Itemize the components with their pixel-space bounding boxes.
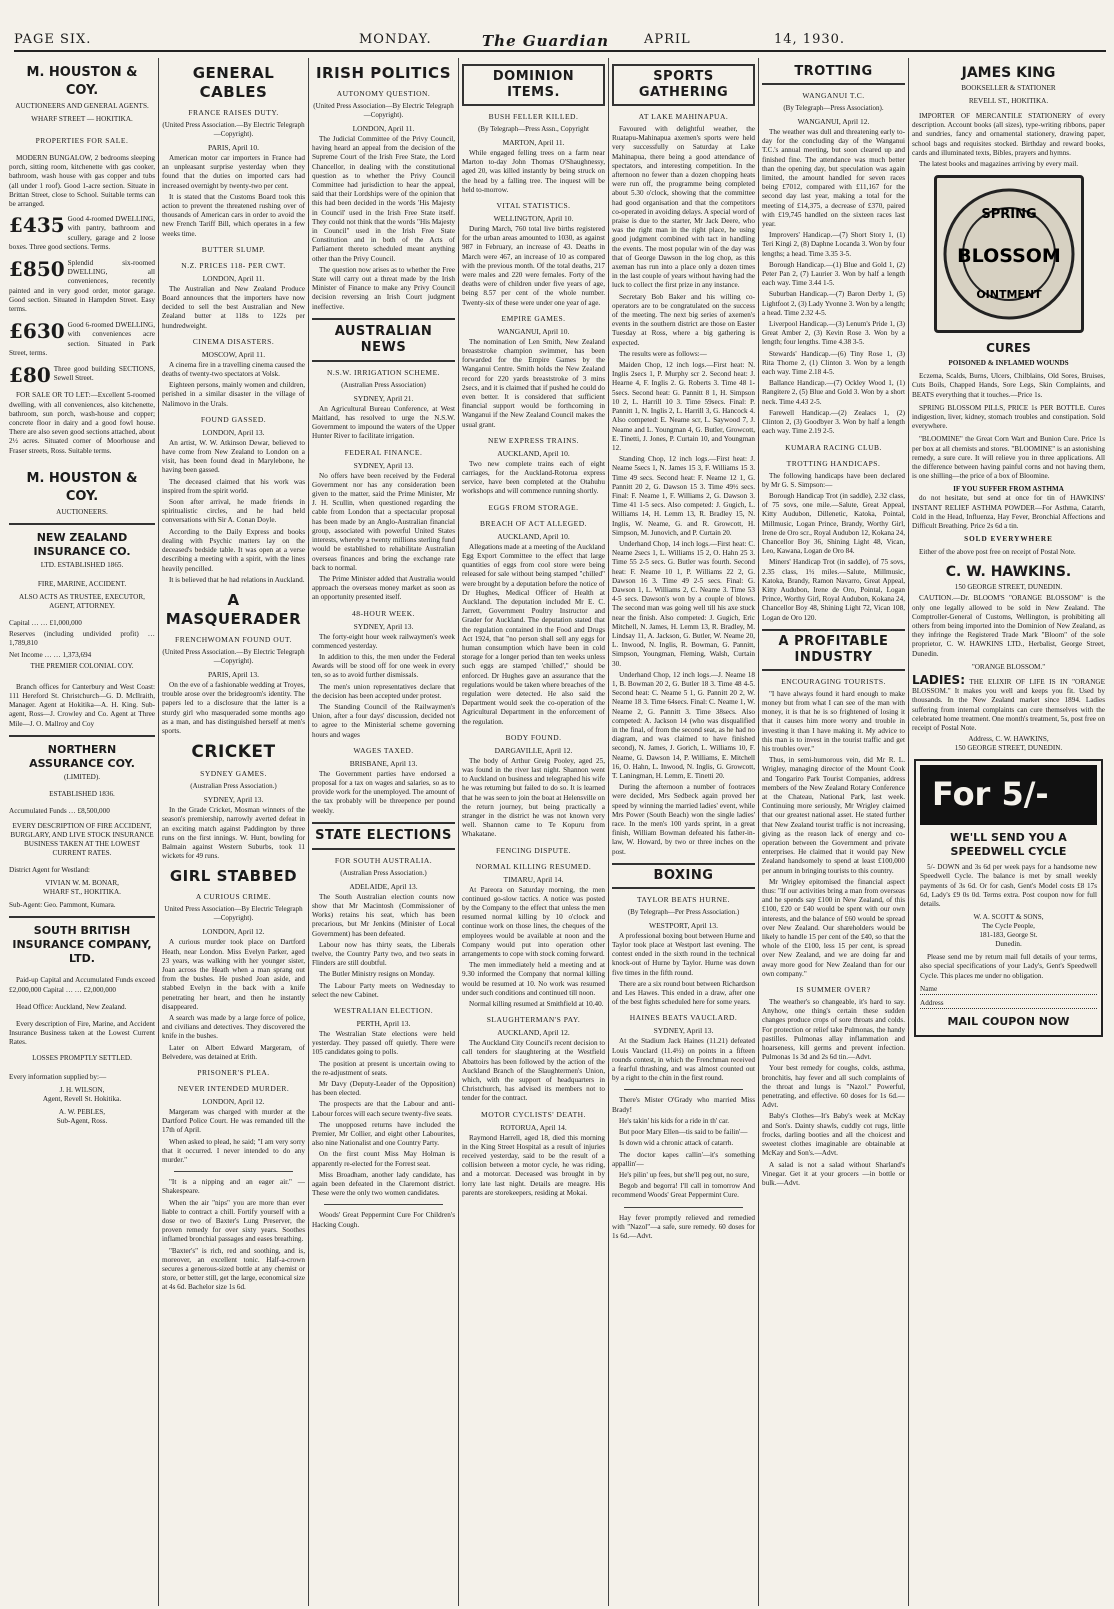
- paragraph: While engaged felling trees on a farm near Marton to-day John Thomas O'Shaughnessy, aged 20, was killed instantly by being struck on the head by a falling tree. The inquest will be held to-morrow.: [462, 149, 605, 194]
- dateline: WELLINGTON, April 10.: [493, 214, 574, 224]
- paragraph: A curious murder took place on Dartford Heath, near London. Miss Evelyn Parker, aged 23 years, was walking with her younger sister, Joan across the Heath when a man sprang out from the bushes. He pushed Joan aside, and stabbed Evelyn in the back with a knife penetrating her heart, and then he instantly disappeared.: [162, 938, 305, 1011]
- dateline: LONDON, April 12.: [202, 1096, 265, 1106]
- headline: STATE ELECTIONS: [312, 822, 455, 850]
- subheading: VITAL STATISTICS.: [496, 201, 571, 211]
- paragraph: The Labour Party meets on Wednesday to select the new Cabinet.: [312, 981, 455, 999]
- paragraph: The prospects are that the Labour and anti-Labour forces will each secure twenty-five seats.: [312, 1100, 455, 1118]
- subheading: PRISONER'S PLEA.: [197, 1067, 270, 1077]
- subheading: SLAUGHTERMAN'S PAY.: [486, 1015, 581, 1025]
- paragraph: A professional boxing bout between Hurne and Taylor took place at Westport last evening. The contest ended in the sixth round in the technical knock-out of Hurne by Taylor. Hurne was down five times in the fifth round.: [612, 931, 755, 977]
- paragraph: According to the Daily Express and books dealing with Psychic matters lay on the deceased's bedside table. It was open at a verse describing a meeting with a spirit, with the lines heavily pencilled.: [162, 527, 305, 573]
- text: "ORANGE BLOSSOM.": [971, 662, 1046, 671]
- headline: IRISH POLITICS: [315, 64, 452, 82]
- figure: Reserves (including undivided profit) … 1,789,810: [9, 630, 155, 648]
- subheading: NORMAL KILLING RESUMED.: [475, 861, 592, 871]
- subheading: 48-HOUR WEEK.: [351, 608, 416, 618]
- paragraph: The forty-eight hour week railwaymen's week commenced yesterday.: [312, 632, 455, 650]
- figure: Capital … … £1,000,000: [9, 618, 82, 627]
- text: POISONED & INFLAMED WOUNDS: [948, 359, 1069, 368]
- dateline: PARIS, April 13.: [208, 669, 259, 679]
- paragraph: The Government parties have endorsed a proposal for a tax on wages and salaries, so as to provide work for the unemployed. The amount of the tax probably will be threepence per pound weekly.: [312, 769, 455, 815]
- column-irish-australian: [309, 58, 458, 1606]
- headline: GENERAL CABLES: [192, 64, 275, 101]
- subheading: FEDERAL FINANCE.: [344, 447, 423, 457]
- paragraph: Later on Albert Edward Margeram, of Belvedere, was detained at Erith.: [162, 1043, 305, 1061]
- headline: A PROFITABLE INDUSTRY: [762, 629, 905, 671]
- dateline: MOSCOW, April 11.: [201, 349, 266, 359]
- paragraph: do not hesitate, but send at once for tin of HAWKINS' INSTANT RELIEF ASTHMA POWDER—For Asthma, Catarrh, Cold in the Head, Influenza, Hay Fever, Bronchial Affections and Difficult Breathing. Price 2s 6d a tin.: [912, 494, 1105, 531]
- subheading: KUMARA RACING CLUB.: [785, 442, 882, 452]
- price: £435: [9, 213, 65, 238]
- paragraph: Underhand Chop, 14 inch logs.—First heat: C. Neame 2secs 1, L. Williams 15 2, O. Hahn 25 3. Time 55 2-5 secs. G. Butler was fourth. Second heat: F. Neame 10 1, P. Williams 22 2, G. Dawson 16 3. Time 49 2-5 secs. Final: G. Dawson 1, L. Williams 2, C. Neame 3. Time 53 4-5 secs. Dawson's won by a couple of blows. The second man was going well till his axe stuck near the finish. Also competed: J. Gugich, Eric Mitchell, N. James, H. Lemm 13, R. Bradley, M. Lindsay 11, A. Jackson, G. Butler, W. Neame 20, L. Inwood, N. Inglis, R. Bowman, G. Pannitt, Simpson, Youngman, Fleming, Walsh, Curtain 30.: [612, 539, 755, 668]
- northern-heading: NORTHERN ASSURANCE COY.: [29, 742, 135, 770]
- source: (Australian Press Association.): [190, 782, 277, 791]
- paragraph: Eighteen persons, mainly women and children, perished in a similar disaster in the village of Nalimovo in the Urals.: [162, 381, 305, 408]
- dateline: ADELAIDE, April 13.: [349, 881, 418, 891]
- paragraph: Allegations made at a meeting of the Auckland Egg Export Committee to the effect that large quantities of eggs from cool store were being released for sale without being stamped "chilled" were brought by a deputation before the notice of Dr Hughes, Medical Officer of Health at Auckland. The deputation included Mr E. C. Jarrett, Government Poultry Instructor and Grader for Auckland. The deputation stated that the regulation contained in the Food and Drugs Act 1924, that "no person shall sell any eggs for human consumption which have been in cold storage for a longer period than ten weeks unless such eggs are stamped 'chilled'," should be enforced. Dr Hughes gave an assurance that the regulations would be taken where breaches of the regulation were detected. He also said the Department would seek the co-operation of the Agricultural Department in the enforcement of the regulation.: [462, 542, 605, 726]
- dateline: PERTH, April 13.: [356, 1019, 411, 1028]
- houston-heading: M. HOUSTON & COY.: [26, 470, 138, 504]
- paragraph: Standing Chop, 12 inch logs.—First heat: J. Neame 5secs 1, N. James 15 3, F. Williams 15 3. Time 49 secs. Second heat: F. Neame 12 1, G. Pannitt 20 2, G. Dawson 15 3. Time 49½ secs. Final: F. Neame 1, F. Williams 2, G. Dawson 3. Time 41 1-5 secs. Also competed: J. Gugich, L. Williams 14, H. Lemm 13, R. Bradley 15, N. Inglis, W. Neame, G. and R. Growcott, H. Simpson, M. Junovich, and P. Curtain 20.: [612, 455, 755, 537]
- paragraph: No offers have been received by the Federal Government nor has any consideration been given to the matter, said the Prime Minister, Mr J. H. Scullin, when questioned regarding the cable from London that a spectacular proposal has been made by an Anglo-Australian financial group, associated with powerful United States interests, whereby a twenty millions sterling fund would be established to rehabilitate Australian overseas finances and bring the exchange rate back to normal.: [312, 471, 455, 572]
- subheading: WANGANUI T.C.: [802, 91, 865, 100]
- paragraph: Stewards' Handicap.—(6) Tiny Rose 1, (3) Rita Thorne 2, (1) Clinton 3. Won by a length each way. Time 2.18 4-5.: [762, 349, 905, 377]
- text: Sub-Agent, Ross.: [56, 1116, 108, 1125]
- speedwell-coupon: [914, 759, 1103, 1037]
- column-sports: [609, 58, 758, 1606]
- source: United Press Association—By Electric Telegraph—Copyright).: [164, 905, 303, 923]
- dateline: PARIS, April 10.: [208, 143, 259, 152]
- paragraph: The Prime Minister added that Australia would approach the overseas money market as soon as an opportunity presented itself.: [312, 574, 455, 602]
- nzi-heading: NEW ZEALAND INSURANCE CO.: [33, 530, 131, 558]
- speedwell-heading: WE'LL SEND YOU A SPEEDWELL CYCLE: [950, 831, 1067, 859]
- paragraph: American motor car importers in France had an unpleasant surprise yesterday when they found that the duties on imported cars had increased overnight by twenty-two per cent.: [162, 154, 305, 190]
- paragraph: Farewell Handicap.—(2) Zealacs 1, (2) Clinton 2, (3) Goodbyer 3. Won by half a length each way. Time 2.19 2-5.: [762, 408, 905, 436]
- text: ESTABLISHED 1836.: [49, 789, 115, 798]
- text: 150 GEORGE STREET, DUNEDIN.: [954, 744, 1063, 753]
- dateline: SYDNEY, April 13.: [653, 1026, 714, 1036]
- paragraph: There are a six round bout between Richardson and Les Hawes. This ended in a draw, after one of the best fights scheduled here for some years.: [612, 979, 755, 1007]
- subheading: FRENCHWOMAN FOUND OUT.: [175, 634, 292, 644]
- dateline: BRISBANE, April 13.: [349, 758, 418, 768]
- text: AUCTIONEERS AND GENERAL AGENTS.: [15, 102, 149, 110]
- paragraph: The following handicaps have been declared by Mr G. S. Simpson:—: [762, 471, 905, 489]
- subheading: MOTOR CYCLISTS' DEATH.: [481, 1109, 586, 1119]
- paragraph: The unopposed returns have included the Premier, Mr Collier, and eight other Labourites, also nine Nationalist and one Country Party.: [312, 1120, 455, 1148]
- paragraph: Two new complete trains each of eight carriages, for the Auckland-Rotorua express service, have been completed at the Otahuhu workshops and will commence running shortly.: [462, 459, 605, 496]
- text: W. A. SCOTT & SONS,: [973, 913, 1044, 922]
- king-heading: JAMES KING: [961, 65, 1056, 81]
- name-field[interactable]: Name: [920, 985, 1097, 995]
- text: Head Office: Auckland, New Zealand.: [16, 1002, 127, 1011]
- source: (Australian Press Association): [341, 380, 426, 389]
- paragraph: It is stated that the Customs Board took this action to prevent the threatened rushing over of thousands of American cars in order to avoid the new French Tariff Bill, which operates in a few weeks time.: [162, 192, 305, 238]
- paragraph: The Auckland City Council's recent decision to call tenders for slaughtering at the Westfield Abattoirs has been followed by the action of the Auckland Branch of the Slaughtermen's Union, which, with the support of headquarters in Christchurch, has advised its members not to tender for the contract.: [462, 1039, 605, 1103]
- verse-line: He's pilin' up fees, but she'll peg out, no sure,: [619, 1170, 750, 1179]
- source: (By Telegraph—Per Press Association.): [627, 907, 740, 916]
- paragraph: During March, 760 total live births registered for the urban areas amounted to 1030, as against 987 in February, an increase of 43. Deaths in March were 467, an increase of 10 as compared with the previous month. Of the total deaths, 217 were males and 220 were females. Forty of the deaths were of children under five years of age, being 8.57 per cent of the whole number. Twenty-six of these were under one year of age.: [462, 225, 605, 307]
- paragraph: THE ELIXIR OF LIFE IS IN "ORANGE BLOSSOM." It makes you well and keeps you fit. Used by thousands. In the New Zealand market since 1894. Ladies suffering from internal complaints can cure themselves with the celebrated home treatment. One month's treatment, 5s, post free on receipt of Postal Note.: [912, 677, 1105, 732]
- verse-line: Is down wid a chronic attack of catarrh.: [619, 1139, 734, 1148]
- subheading: A CURIOUS CRIME.: [195, 892, 272, 902]
- verse-line: But poor Mary Ellen—tis said to be failin'—: [619, 1128, 748, 1137]
- listing: MODERN BUNGALOW, 2 bedrooms sleeping porch, sitting room, kitchenette with gas cooker, bathroom, wash house with gas copper and tubs (all under 1 roof). Good 1-acre section. Situate in Brittan Street, close to School. Suitable terms can be arranged.: [9, 154, 155, 209]
- subheading: TROTTING HANDICAPS.: [786, 458, 881, 468]
- paragraph: Thus, in semi-humorous vein, did Mr R. L. Wrigley, managing director of the Mount Cook and Tongariro Park Tourist Companies, address members of the New Zealand Rotary Conference at the Chateau, National Park, last week. Continuing more seriously, Mr Wrigley claimed that our greatest national asset. He stated further that New Zealand tourist traffic is not increasing, giving as the reason lack of energy and co-operation between the Government and private enterprises. He claimed that it would pay New Zealand handsomely to spend at least £100,000 per annum in bringing tourists to this country.: [762, 756, 905, 875]
- paragraph: On the first count Miss May Holman is apparently re-elected for the Forrest seat.: [312, 1150, 455, 1168]
- seal-text: SPRING: [980, 207, 1037, 223]
- paragraph: A search was made by a large force of police, and civilians and detectives. They discovered the knife in the bushes.: [162, 1013, 305, 1041]
- paragraph: "I have always found it hard enough to make money but from what I can see of the man with money, it is that he is so frightened of losing it that it causes him more worry and trouble in investing it than I have making it. My advice to this man is to invest in the tourist traffic and get his troubles over.": [762, 689, 905, 753]
- seal-text: BLOSSOM: [956, 245, 1061, 268]
- paper-title: The Guardian: [482, 32, 609, 50]
- subheading: FRANCE RAISES DUTY.: [188, 108, 279, 117]
- date: 14, 1930.: [774, 32, 846, 47]
- dateline: LONDON, April 13.: [202, 427, 265, 437]
- source: (United Press Association.—By Electric Telegraph—Copyright).: [162, 121, 305, 138]
- text: VIVIAN W. M. BONAR,: [45, 879, 119, 888]
- text: WHARF STREET — HOKITIKA.: [31, 115, 133, 123]
- subheading: FENCING DISPUTE.: [495, 845, 572, 855]
- paragraph: SPRING BLOSSOM PILLS, PRICE 1s PER BOTTLE. Cures indigestion, liver, kidney, stomach troubles and constipation. Sold everywhere.: [912, 403, 1105, 431]
- text: A. W. PEBLES,: [58, 1107, 106, 1116]
- text: Every information supplied by:—: [9, 1072, 107, 1081]
- seal-text: OINTMENT: [975, 288, 1042, 302]
- dateline: SYDNEY, April 13.: [203, 795, 264, 805]
- paragraph: Secretary Bob Baker and his willing co-operators are to be congratulated on the success of the meeting. The next big series of axemen's events in the southern district are those on Easter Tuesday at Ross, where a big gathering is expected.: [612, 292, 755, 347]
- subheading: AT LAKE MAHINAPUA.: [638, 112, 729, 121]
- text: Branch offices for Canterbury and West Coast: 111 Hereford St. Christchurch—G. D. McIlraith, Manager. Agent at Hokitika—A. H. King. Sub-agent, Ross—J. Crowley and Co. Agent at Three Mile—J. O. Mallroy and Coy: [9, 682, 155, 728]
- dateline: WANGANUI, April 12.: [797, 117, 870, 126]
- paragraph: "BLOOMINE" the Great Corn Wart and Bunion Cure. Price 1s per box at all chemists and stores. "BLOOMINE" is an astonishing remedy, a sure cure. It will relieve you in three applications. All the difference between having painful corns and not having them, is one shilling—the price of a box of Bloomine.: [912, 435, 1105, 481]
- text: Sub-Agent: Geo. Pammont, Kumara.: [9, 901, 116, 910]
- subheading: TAYLOR BEATS HURNE.: [636, 894, 730, 904]
- paragraph: The latest books and magazines arriving by every mail.: [919, 160, 1079, 169]
- paragraph: The South Australian election counts now show that Mr Macintosh (Commissioner of Works) retains his seat, which has been precarious, but Mr Jenkins (Minister of Local Government) has been defeated.: [312, 892, 455, 938]
- paragraph: In addition to this, the men under the Federal Awards will be stood off for one week in every ten, so as to avoid further dismissals.: [312, 652, 455, 680]
- paragraph: Hay fever promptly relieved and remedied with "Nazol"—a safe, sure remedy. 60 doses for 1s 6d.—Advt.: [612, 1213, 755, 1240]
- figure: Net Income … … 1,373,694: [9, 650, 92, 659]
- paragraph: The Standing Council of the Railwaymen's Union, after a four days' discussion, decided not to agree to the Ministerial scheme governing hours and wages: [312, 702, 455, 739]
- text: LTD. ESTABLISHED 1865.: [40, 560, 124, 569]
- verse-line: He's takin' his kids for a ride in th' car.: [619, 1116, 730, 1125]
- text: Agent, Revell St. Hokitika.: [42, 1094, 122, 1103]
- dateline: AUCKLAND, April 10.: [497, 448, 570, 458]
- paragraph: When the air "nips" you are more than ever liable to contract a chill. Fortify yourself with a dose or two of Baxter's Lung Preserver, the proven remedy for over sixty years. Soothes inflamed bronchial passages and eases breathing.: [162, 1198, 305, 1244]
- text: IF YOU SUFFER FROM ASTHMA: [953, 485, 1064, 494]
- subheading: BODY FOUND.: [505, 732, 562, 742]
- headline: TROTTING: [762, 64, 905, 85]
- paragraph: Maiden Chop, 12 inch logs.—First heat: N. Inglis 2secs 1, P. Murphy scr 2. Second heat: J. Hearne 4, F. Inglis 2. G. Roberts 3. Time 48 1-5secs. Second heat: G. Pannitt 8 1, H. Simpson 10 2, L. Harrill 10 3. Time 59secs. Final: P. Pannitt 1, N. Inglis 2, L. Harrill 3, G. Hancock 4. Also competed: E. Neame scr, L. Saywood 7, J. Neame and L. Youngman 4, G. Butler, Growcott, E. Tinetti, J. Jones, P. Curtain 10, and Youngman 12.: [612, 361, 755, 452]
- page-number: PAGE SIX.: [14, 32, 92, 47]
- subheading: BREACH OF ACT ALLEGED.: [479, 518, 588, 528]
- price: £630: [9, 319, 65, 344]
- paragraph: On the eve of a fashionable wedding at Troyes, trouble arose over the bridegroom's identity. The papers led to a disclosure that the latter is a sturdy girl who masqueraded some months ago as a man, and has distinguished herself at men's sports.: [162, 680, 305, 735]
- text: The Cycle People,: [982, 922, 1035, 931]
- paragraph: Raymond Harrell, aged 18, died this morning in the King Street Hospital as a result of injuries received yesterday, said to be the result of a collision between a motor cycle, he was riding, and a motorcar. Deceased was brought in by lorry late last night. Details are meagre. His parents are storekeepers, residing at Mokai.: [462, 1133, 605, 1197]
- paragraph: The Westralian State elections were held yesterday. They passed off quietly. There were 105 candidates going to polls.: [312, 1030, 455, 1057]
- subheading: PROPERTIES FOR SALE.: [35, 136, 129, 145]
- source: (By Telegraph—Press Association).: [783, 104, 884, 112]
- text: 150 GEORGE STREET, DUNEDIN.: [954, 583, 1063, 592]
- paragraph: It is believed that he had relations in Auckland.: [169, 575, 305, 584]
- subheading: BUTTER SLUMP.: [201, 244, 266, 254]
- paragraph: Baby's Clothes—It's Baby's week at McKay and Son's. Dainty shawls, cuddly cot rugs, little frocks, darling booties and all the choicest and sweetest clothes imaginable are obtainable at McKay and Son's.—Advt.: [762, 1112, 905, 1158]
- paragraph: The Butler Ministry resigns on Monday.: [319, 970, 435, 979]
- paragraph: Your best remedy for coughs, colds, asthma, bronchitis, hay fever and all such complaints of the throat and lungs is "Nazol." Powerful, penetrating, and effective. 60 doses for 1s 6d.—Advt.: [762, 1064, 905, 1110]
- paragraph: IMPORTER OF MERCANTILE STATIONERY of every description. Account books (all sizes), type-writing ribbons, paper and sundries, fancy and ornamental stationery, drawing paper, school bags and requisites stocked. Birthday and reward books, cards and illuminated texts, Bibles, prayers and hymns.: [912, 112, 1105, 157]
- paragraph: The nomination of Len Smith, New Zealand breaststroke champion swimmer, has been forwarded for the Empire Games by the Wanganui Centre. Smith holds the New Zealand record for 220 yards breaststroke of 3 mins 2secs, and it is claimed that if pushed he could do even better. It is considered that sufficient financial support would be forthcoming in Wanganui if the New Zealand Council makes the usual grant.: [462, 337, 605, 429]
- paragraph: Borough Handicap Trot (in saddle), 2.32 class, of 75 sovs, one mile.—Salute, Great Appeal, Kitty Audubon, Dillenetic, Katoka, Pointal, Millmusic, Logan Prince, Brandy, Worthy Girl, Irene de Oro scr., Royal Audubon 12, Kokana 24, Chancellor Boy 36, Shining Light 48, Vican, Leo, Kawana, Logan de Oro 84.: [762, 491, 905, 556]
- text: REVELL ST., HOKITIKA.: [968, 97, 1049, 105]
- text: AUCTIONEERS.: [56, 507, 108, 516]
- subheading: AUTONOMY QUESTION.: [336, 89, 431, 98]
- dateline: LONDON, April 11.: [352, 124, 415, 133]
- text: SOLD EVERYWHERE: [964, 535, 1053, 544]
- subheading: FOUND GASSED.: [200, 414, 267, 424]
- headline: BOXING: [612, 863, 755, 889]
- source: (United Press Association—By Electric Telegraph—Copyright).: [313, 102, 454, 119]
- subheading: SYDNEY GAMES.: [200, 769, 267, 779]
- subheading: NEVER INTENDED MURDER.: [177, 1083, 290, 1093]
- seal-icon: [937, 178, 1081, 330]
- paragraph: "It is a nipping and an eager air." —Shakespeare.: [162, 1178, 305, 1196]
- masthead: [14, 30, 1106, 52]
- verse-line: There's Mister O'Grady who married Miss Brady!: [612, 1096, 755, 1114]
- column-dominion-items: [459, 58, 608, 1606]
- paragraph: The body of Arthur Greig Pooley, aged 25, was found in the river last night. Shannon went to Auckland on business and telegraphed his wife he was returning but failed to do so. It is learned that he was seen to join the boat at Helensville on the return journey, but being practically a stranger in the district he was not known very well. Shannon came to Te Kopuru from Whakatane.: [462, 756, 605, 839]
- subheading: EGGS FROM STORAGE.: [488, 502, 579, 512]
- column-advertisements-2: [909, 58, 1108, 1606]
- dateline: SYDNEY, April 21.: [353, 393, 414, 403]
- headline: AUSTRALIAN NEWS: [312, 318, 455, 362]
- subheading: EMPIRE GAMES.: [501, 313, 566, 323]
- paragraph: Miners' Handicap Trot (in saddle), of 75 sovs, 2.35 class, 1½ miles.—Salute, Millmusic, Katoka, Brandy, Ramon Navarro, Great Appeal, Kitty Audubon, Irene de Oro, Pointal, Logan Prince, Worthy Girl, Royal Audubon, Kokana 24, Chancellor Boy 48, Shining Light 72, Vican 108, Logan de Oro 120.: [762, 558, 905, 622]
- paragraph: The position at present is uncertain owing to the re-adjustment of seats.: [312, 1059, 455, 1077]
- dateline: LONDON, April 12.: [202, 927, 265, 937]
- text: Address, C. W. HAWKINS,: [968, 735, 1049, 744]
- page-columns: [6, 58, 1108, 1606]
- dateline: MARTON, April 11.: [502, 138, 565, 147]
- text: EVERY DESCRIPTION OF FIRE ACCIDENT, BURGLARY, AND LIVE STOCK INSURANCE BUSINESS TAKEN AT THE LOWEST CURRENT RATES.: [10, 821, 154, 857]
- headline: DOMINION ITEMS.: [462, 64, 605, 106]
- paragraph: CAUTION.—Dr. BLOOM'S "ORANGE BLOSSOM" is the only one legally allowed to be sold in New Zealand. The Comptroller-General of Customs, Wellington, is prohibiting all others from being imported into the Dominion of New Zealand, as they infringe the Registered Trade Mark "Bloom" of the sole proprietor, C. W. HAWKINS LTD., Herbalist, George Street, Dunedin.: [912, 594, 1105, 658]
- paragraph: At Pareora on Saturday morning, the men continued go-slow tactics. A notice was posted by the Company to the effect that unless the men resumed normal killing by 10 o'clock and continue work on those lines, the cheques of the employees would be available at noon and the Company would put into operation other arrangements to cope with stock coming forward.: [462, 885, 605, 958]
- paragraph: Miss Broadham, another lady candidate, has again been defeated in the Claremont district. These were the only two women candidates.: [312, 1170, 455, 1198]
- listing: Three good building SECTIONS, Sewell Street.: [53, 365, 155, 383]
- houston-heading: M. HOUSTON & COY.: [26, 65, 138, 98]
- for-five-banner: [920, 765, 1097, 825]
- paragraph: Liverpool Handicap.—(3) Lenum's Pride 1, (3) Great Amber 2, (3) Kevin Rose 3. Won by a length; four lengths. Time 4.38 3-5.: [762, 320, 905, 347]
- paragraph: When asked to plead, he said; "I am very sorry that it occurred. I never intended to do any murder.": [162, 1137, 305, 1164]
- paragraph: The results were as follows:—: [619, 349, 707, 358]
- subheading: ENCOURAGING TOURISTS.: [781, 676, 886, 686]
- paragraph: The men immediately held a meeting and at 9.30 informed the Company that normal killing would be resumed at 10. No work was resumed under such conditions and continued till noon.: [462, 961, 605, 997]
- paragraph: Normal killing resumed at Smithfield at 10.40.: [469, 1000, 604, 1009]
- paragraph: The weather was dull and threatening early to-day for the concluding day of the Wanganui T.C.'s annual meeting, but soon cleared up and finished fine. The attendance was much better than the opening day, but speculation was again limited, the amount handled for seven races being £7012, compared with £11,167 for the second day last year, making a total for the meeting of £14,375, a decrease of £370, paired with £19,745 handled on the sixteen races last year.: [762, 128, 905, 229]
- headline: GIRL STABBED: [169, 867, 298, 886]
- dateline: ROTORUA, April 14.: [500, 1122, 567, 1132]
- paragraph: Borough Handicap.—(1) Blue and Gold 1, (2) Peter Pan 2, (7) Laurier 3. Won by half a length each way. Time 3.44 1-5.: [762, 260, 905, 288]
- paragraph: The Australian and New Zealand Produce Board announces that the importers have now decided to sell the best Australian and New Zealand butter at 118s to 122s per hundredweight.: [162, 284, 305, 330]
- paragraph: Ballance Handicap.—(7) Ockley Wood 1, (1) Rangitere 2, (5) Blue and Gold 3. Won by a short neck. Time 4.43 2-5.: [762, 379, 905, 406]
- mail-coupon-label: MAIL COUPON NOW: [947, 1015, 1070, 1029]
- subheading: CINEMA DISASTERS.: [192, 336, 275, 346]
- column-advertisements-1: [6, 58, 158, 1606]
- verse-line: The doctor kapes callin'—it's something appallin'—: [612, 1150, 755, 1168]
- text: J. H. WILSON,: [59, 1085, 105, 1094]
- text: FIRE, MARINE, ACCIDENT.: [37, 579, 127, 588]
- price: £80: [9, 363, 51, 388]
- paragraph: Suburban Handicap.—(7) Baron Derby 1, (5) Lightfoot 2, (3) Lady Yvonne 3. Won by a length; a head. Time 2.32 4-5.: [762, 290, 905, 317]
- price: £850: [9, 257, 65, 282]
- subheading: NEW EXPRESS TRAINS.: [487, 435, 580, 445]
- source: (Australian Press Association.): [340, 868, 427, 877]
- verse-line: Begob and begorra! I'll call in tomorrow And recommend Woods' Great Peppermint Cure.: [612, 1182, 755, 1200]
- listing: FOR SALE OR TO LET:—Excellent 5-roomed dwelling, with all conveniences, also kitchenette, bathroom, sun porch, wash-house and copper; concrete floor in dairy and a good fowl house. There are also seven good sections attached, about 2½ acres. Situated corner of Moorhouse and Fraser streets, Ross. Suitable terms.: [9, 391, 155, 455]
- paragraph: A salad is not a salad without Sharland's Vinegar. Get it at your grocers —in bottle or bulk.—Advt.: [762, 1160, 905, 1187]
- paragraph: Improvers' Handicap.—(7) Short Story 1, (1) Teri Kingi 2, (8) Daphne Locanda 3. Won by four lengths; a head. Time 3.35 3-5.: [762, 231, 905, 258]
- paragraph: Labour now has thirty seats, the Liberals twelve, the Country Party two, and two seats in Flinders are still doubtful.: [312, 940, 455, 968]
- paragraph: A cinema fire in a travelling cinema caused the deaths of twenty-two spectators at Volsk.: [162, 360, 305, 379]
- subheading: WESTRALIAN ELECTION.: [333, 1006, 434, 1015]
- subheading: N.S.W. IRRIGATION SCHEME.: [326, 367, 441, 377]
- paragraph: Woods' Great Peppermint Cure For Children's Hacking Cough.: [312, 1211, 455, 1229]
- paragraph: At the Stadium Jack Haines (11.21) defeated Louis Vauclard (11.4½) on points in a fifteen rounds contest, in which the Frenchman received a fearful thrashing, and was almost counted out by a right to the chin in the first round.: [612, 1037, 755, 1083]
- address-field[interactable]: Address: [920, 999, 1097, 1009]
- text: Paid-up Capital and Accumulated Funds exceed £2,000,000 Capital … … £2,000,000: [9, 976, 155, 994]
- dateline: SYDNEY, April 13.: [353, 621, 414, 631]
- dateline: AUCKLAND, April 12.: [497, 1028, 570, 1038]
- text: THE PREMIER COLONIAL COY.: [30, 661, 134, 670]
- headline: SPORTS GATHERING: [612, 64, 755, 106]
- headline: A MASQUERADER: [165, 590, 302, 628]
- subheading: IS SUMMER OVER?: [796, 985, 871, 995]
- listing: Good 6-roomed DWELLING, with conveniences acre section. Situated in Park Street, terms.: [9, 321, 155, 357]
- subheading: WAGES TAXED.: [353, 745, 414, 755]
- text: Every description of Fire, Marine, and Accident Insurance Business taken at the Lowest Current Rates.: [9, 1019, 155, 1047]
- paragraph: Either of the above post free on receipt of Postal Note.: [919, 548, 1076, 557]
- paragraph: Soon after arrival, he made friends in spiritualistic circles, and he had held conversations with Sir A. Conan Doyle.: [162, 498, 305, 525]
- paragraph: "Baxter's" is rich, red and soothing, and is, moreover, an excellent tonic. Half-a-crown secures a generous-sized bottle at any chemist or store, or better still, get the large, economical size at 4s 6d. Bachelor size 1s 6d.: [162, 1246, 305, 1292]
- text: (LIMITED).: [63, 772, 101, 781]
- text: District Agent for Westland:: [9, 865, 90, 874]
- subheading: HAINES BEATS VAUCLARD.: [629, 1013, 738, 1023]
- cures-heading: CURES: [986, 341, 1031, 356]
- month: APRIL: [644, 32, 691, 47]
- text: 181-183, George St.: [979, 931, 1038, 940]
- hawkins-heading: C. W. HAWKINS.: [945, 564, 1072, 581]
- paragraph: The deceased claimed that his work was inspired from the spirit world.: [162, 477, 305, 495]
- dateline: DARGAVILLE, April 12.: [494, 745, 573, 755]
- text: Dunedin.: [995, 940, 1022, 949]
- paragraph: The men's union representatives declare that the decision has been accepted under protest.: [312, 682, 455, 700]
- banner-text: For 5/-: [932, 775, 1049, 814]
- dateline: LONDON, April 11.: [202, 273, 265, 283]
- dateline: WANGANUI, April 10.: [497, 326, 570, 336]
- figure: Accumulated Funds … £8,500,000: [9, 806, 110, 815]
- paragraph: An Agricultural Bureau Conference, at West Maitland, has resolved to urge the N.S.W. Government to impound the waters of the Upper Hunter River to facilitate irrigation.: [312, 404, 455, 441]
- text: WHARF ST., HOKITIKA.: [43, 888, 121, 897]
- subheading: FOR SOUTH AUSTRALIA.: [334, 855, 433, 865]
- source: (United Press Association.—By Electric Telegraph—Copyright).: [162, 647, 305, 665]
- paragraph: An artist, W. W. Atkinson Dewar, believed to have come from New Zealand to London on a visit, has been found dead in Marylebone, he having been gassed.: [162, 438, 305, 475]
- paragraph: 5/- DOWN and 3s 6d per week pays for a handsome new Speedwell Cycle. The balance is met by small weekly payments of 3s 6d. Or for cash, Gent's Model costs £8 17s 6d, Lady's £9 0s 0d. Terms extra. Post coupon now for full details.: [920, 863, 1097, 908]
- text: LOSSES PROMPTLY SETTLED.: [32, 1053, 132, 1062]
- paragraph: Margeram was charged with murder at the Dartford Police Court. He was remanded till the 17th of April.: [162, 1107, 305, 1135]
- paragraph: Please send me by return mail full details of your terms, also special specifications of your Lady's, Gent's Speedwell Cycle. This places me under no obligation.: [920, 953, 1097, 980]
- text: BOOKSELLER & STATIONER: [961, 84, 1056, 92]
- paragraph: Mr Wrigley epitomised the financial aspect thus: "If our activities bring a man from overseas and he spends say £100 in New Zealand, of this £100, £20 or £40 would be spent with our own interests, and the balance of £60 would be spread over New Zealand. Our shareholders would be likely to handle 15 per cent of the £40, so that the whole of the £100, less 15 per cent, is spread over New Zealand, and we are doing far and away more good for New Zealand than for our own company.": [762, 877, 905, 978]
- subheading: BUSH FELLER KILLED.: [488, 112, 579, 121]
- dateline: WESTPORT, April 13.: [649, 920, 718, 930]
- headline: CRICKET: [191, 742, 276, 763]
- dateline: SYDNEY, April 13.: [353, 460, 414, 470]
- paragraph: The weather's so changeable, it's hard to say. Anyhow, one thing's certain these sudden changes produce crops of sore throats and colds. For protection or relief take Pulmonas, the handy pastilles. Pulmonas allay inflammation and hoarseness, kill germs and prevent infection. Pulmonas 1s 3d and 2s 6d tin.—Advt.: [762, 998, 905, 1062]
- paragraph: Favoured with delightful weather, the Ruatapu-Mahinapua axemen's sports were held very successfully on Saturday at Lake Mahinapua, there being a good attendance of spectators, and interesting competition. In the afternoon no fewer than a dozen chopping heats were run off, the programme being completed about 5.30 o'clock, showing that the committee had good organisation and that the competitors co-operated in avoiding delays. A special word of praise is due to the starter, Mr Jack Deere, who was the right man in the right place, he using good judgment combined with tact in handling the events. The most popular win of the day was that of George Dawson in the log chop, as this axeman has run into a place only a dozen times in the last couple of years without having had the luck to collect the first prize in any instance.: [612, 125, 755, 290]
- paragraph: During the afternoon a number of footraces were decided, Mrs Sedbeck again proved her speed by winning the married ladies' event, while Mrs Power (South Beach) won the single ladies' race. In the men's 100 yards sprint, in a great finish, William Bowman defeated his father-in-law, W. Howard, by two or three inches on the post.: [612, 783, 755, 856]
- column-trotting: [759, 58, 908, 1606]
- dateline: TIMARU, April 14.: [503, 874, 564, 884]
- paragraph: The question now arises as to whether the Free State will carry out a threat made by the Irish Minister of Finance to make any Privy Council decision reversing an Irish Court judgment ineffective.: [312, 265, 455, 311]
- paragraph: Mr Davy (Deputy-Leader of the Opposition) has been elected.: [312, 1080, 455, 1098]
- paragraph: The Judicial Committee of the Privy Council, having heard an appeal from the decision of the Supreme Court of the Irish Free State, the Lord Chancellor, in dealing with the constitutional question as to whether the Privy Council Committee had jurisdiction to hear the appeal, said that their Lordships were of the opinion that this had been decided in the words 'His Majesty in Council' used in the Irish Free State itself. They could not think that the words "His Majesty in Council" used in the Irish Free State Constitution and in both of the Acts of Parliament thereto scheduled meant anything other than the Privy Council.: [312, 135, 455, 263]
- day: MONDAY.: [359, 32, 432, 47]
- column-general-cables: [159, 58, 308, 1606]
- paragraph: Eczema, Scalds, Burns, Ulcers, Chilblains, Old Sores, Bruises, Cuts Boils, Chapped Hands, Sore Legs, Skin Complaints, and BEATS everything that it touches.—Price 1s.: [912, 372, 1105, 399]
- listing: Good 4-roomed DWELLING, with pantry, bathroom and scullery, garage and 2 loose boxes. Three good sections. Terms.: [9, 215, 155, 251]
- subheading: N.Z. PRICES 118- PER CWT.: [181, 260, 286, 270]
- ladies-heading: LADIES:: [912, 672, 965, 687]
- text: ALSO ACTS AS TRUSTEE, EXECUTOR, AGENT, ATTORNEY.: [19, 592, 145, 610]
- paragraph: In the Grade Cricket, Mosman winners of the season's premiership, narrowly averted defeat in an exciting match against Paddington by three runs on the first innings. W. Hunt, bowling for Balmain against Western Suburbs, took 11 wickets for 49 runs.: [162, 806, 305, 861]
- source: (By Telegraph—Press Assn., Copyright: [478, 125, 589, 133]
- listing: Splendid six-roomed DWELLING, all conveniences, recently painted and in very good order, motor garage. Good section. Situated in Hampden Street. Easy terms.: [9, 259, 155, 314]
- dateline: AUCKLAND, April 10.: [497, 531, 570, 541]
- paragraph: Underhand Chop, 12 inch logs.—J. Neame 18 1, B. Bowman 20 2, G. Butler 18 3. Time 48 4-5. Second heat: C. Neame 5 1, G. Pannitt 20 2, W. Neame 18 3. Time 64secs. Final: C. Neame 1, W. Neame 2, G. Pannitt 3. Time 38secs. Also competed: A. Jackson 14 (who was disqualified in the final, of from the second seat, as he had no diagram, and was claimed to have finished second), N. James, J. Gorich, L. Williams 10, F. Neame, G. Dawson 14, P. Williams, E. Mitchell 16, O. Hahn, L. Inwood, N. Inglis, G. Growcott, T. Laningman, H. Lemm, E. Tinetti 20.: [612, 670, 755, 781]
- spring-blossom-seal: [934, 175, 1084, 333]
- sbi-heading: SOUTH BRITISH INSURANCE COMPANY, LTD.: [12, 924, 152, 966]
